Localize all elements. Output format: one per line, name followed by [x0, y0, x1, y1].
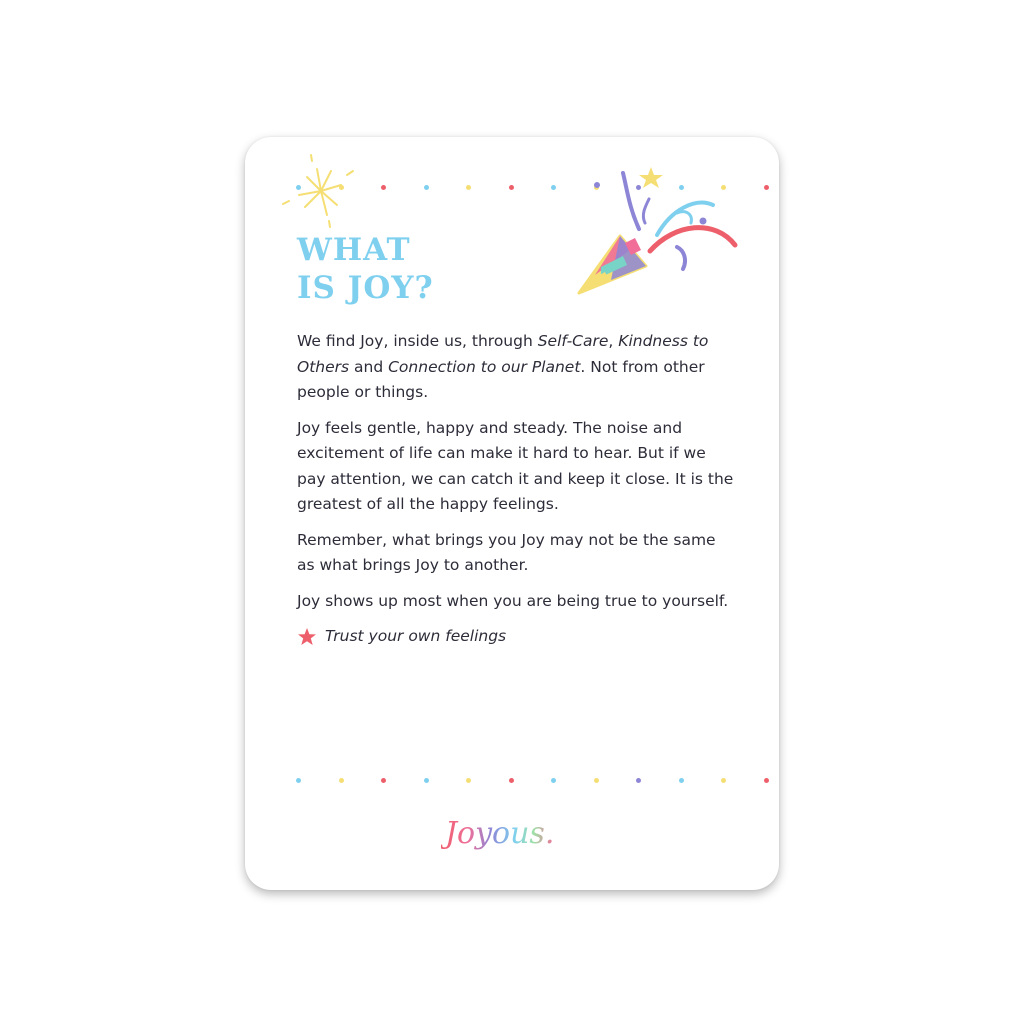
- divider-bottom-dot: [636, 778, 641, 783]
- divider-bottom-dot: [551, 778, 556, 783]
- divider-bottom-dot: [466, 778, 471, 783]
- trust-line: [297, 624, 737, 650]
- paragraph-1-text-a: We find Joy, inside us, through: [297, 332, 538, 350]
- paragraph-4: Joy shows up most when you are being true to yourself.: [297, 591, 729, 610]
- connection-emphasis: Connection to our Planet: [388, 357, 581, 376]
- joyous-logo: [441, 809, 581, 865]
- paragraph-1-text-d: . Not from other people or things.: [297, 357, 705, 401]
- divider-bottom-dot: [764, 778, 769, 783]
- divider-bottom-dot: [424, 778, 429, 783]
- paragraph-1-text-b: ,: [608, 332, 619, 350]
- divider-bottom-dot: [594, 778, 599, 783]
- divider-bottom-dot: [339, 778, 344, 783]
- divider-top-dot: [551, 185, 556, 190]
- paragraph-1: [297, 329, 737, 406]
- sparkle-burst-icon: [281, 149, 361, 229]
- self-care-emphasis: Self-Care: [537, 332, 609, 350]
- divider-top-dot: [424, 185, 429, 190]
- party-popper-icon: [575, 165, 745, 295]
- divider-bottom-dot: [381, 778, 386, 783]
- divider-bottom-dot: [509, 778, 514, 783]
- logo-wordmark: Joyous.: [445, 816, 555, 851]
- divider-bottom-dot: [296, 778, 301, 783]
- paragraph-1-text-c: and: [349, 357, 389, 376]
- joy-card: [245, 137, 779, 890]
- card-title-line-1: WHAT: [297, 232, 411, 268]
- divider-bottom-dot: [679, 778, 684, 783]
- card-body: [297, 329, 737, 650]
- divider-top-dot: [764, 185, 769, 190]
- card-title-line-2: IS JOY?: [297, 270, 434, 306]
- card-title: [297, 231, 434, 307]
- paragraph-3: Remember, what brings you Joy may not be the same as what brings Joy to another.: [297, 530, 716, 574]
- paragraph-2: Joy feels gentle, happy and steady. The noise and excitement of life can make it hard to hear. But if we pay attention, we can catch it and keep it close. It is the greatest of all the happy feelings.: [297, 418, 734, 513]
- kindness-emphasis: Kindness to Others: [297, 332, 709, 376]
- divider-bottom-dot: [721, 778, 726, 783]
- divider-top-dot: [509, 185, 514, 190]
- trust-text: Trust your own feelings: [325, 627, 507, 645]
- divider-top-dot: [466, 185, 471, 190]
- divider-top-dot: [381, 185, 386, 190]
- star-icon: [297, 627, 317, 647]
